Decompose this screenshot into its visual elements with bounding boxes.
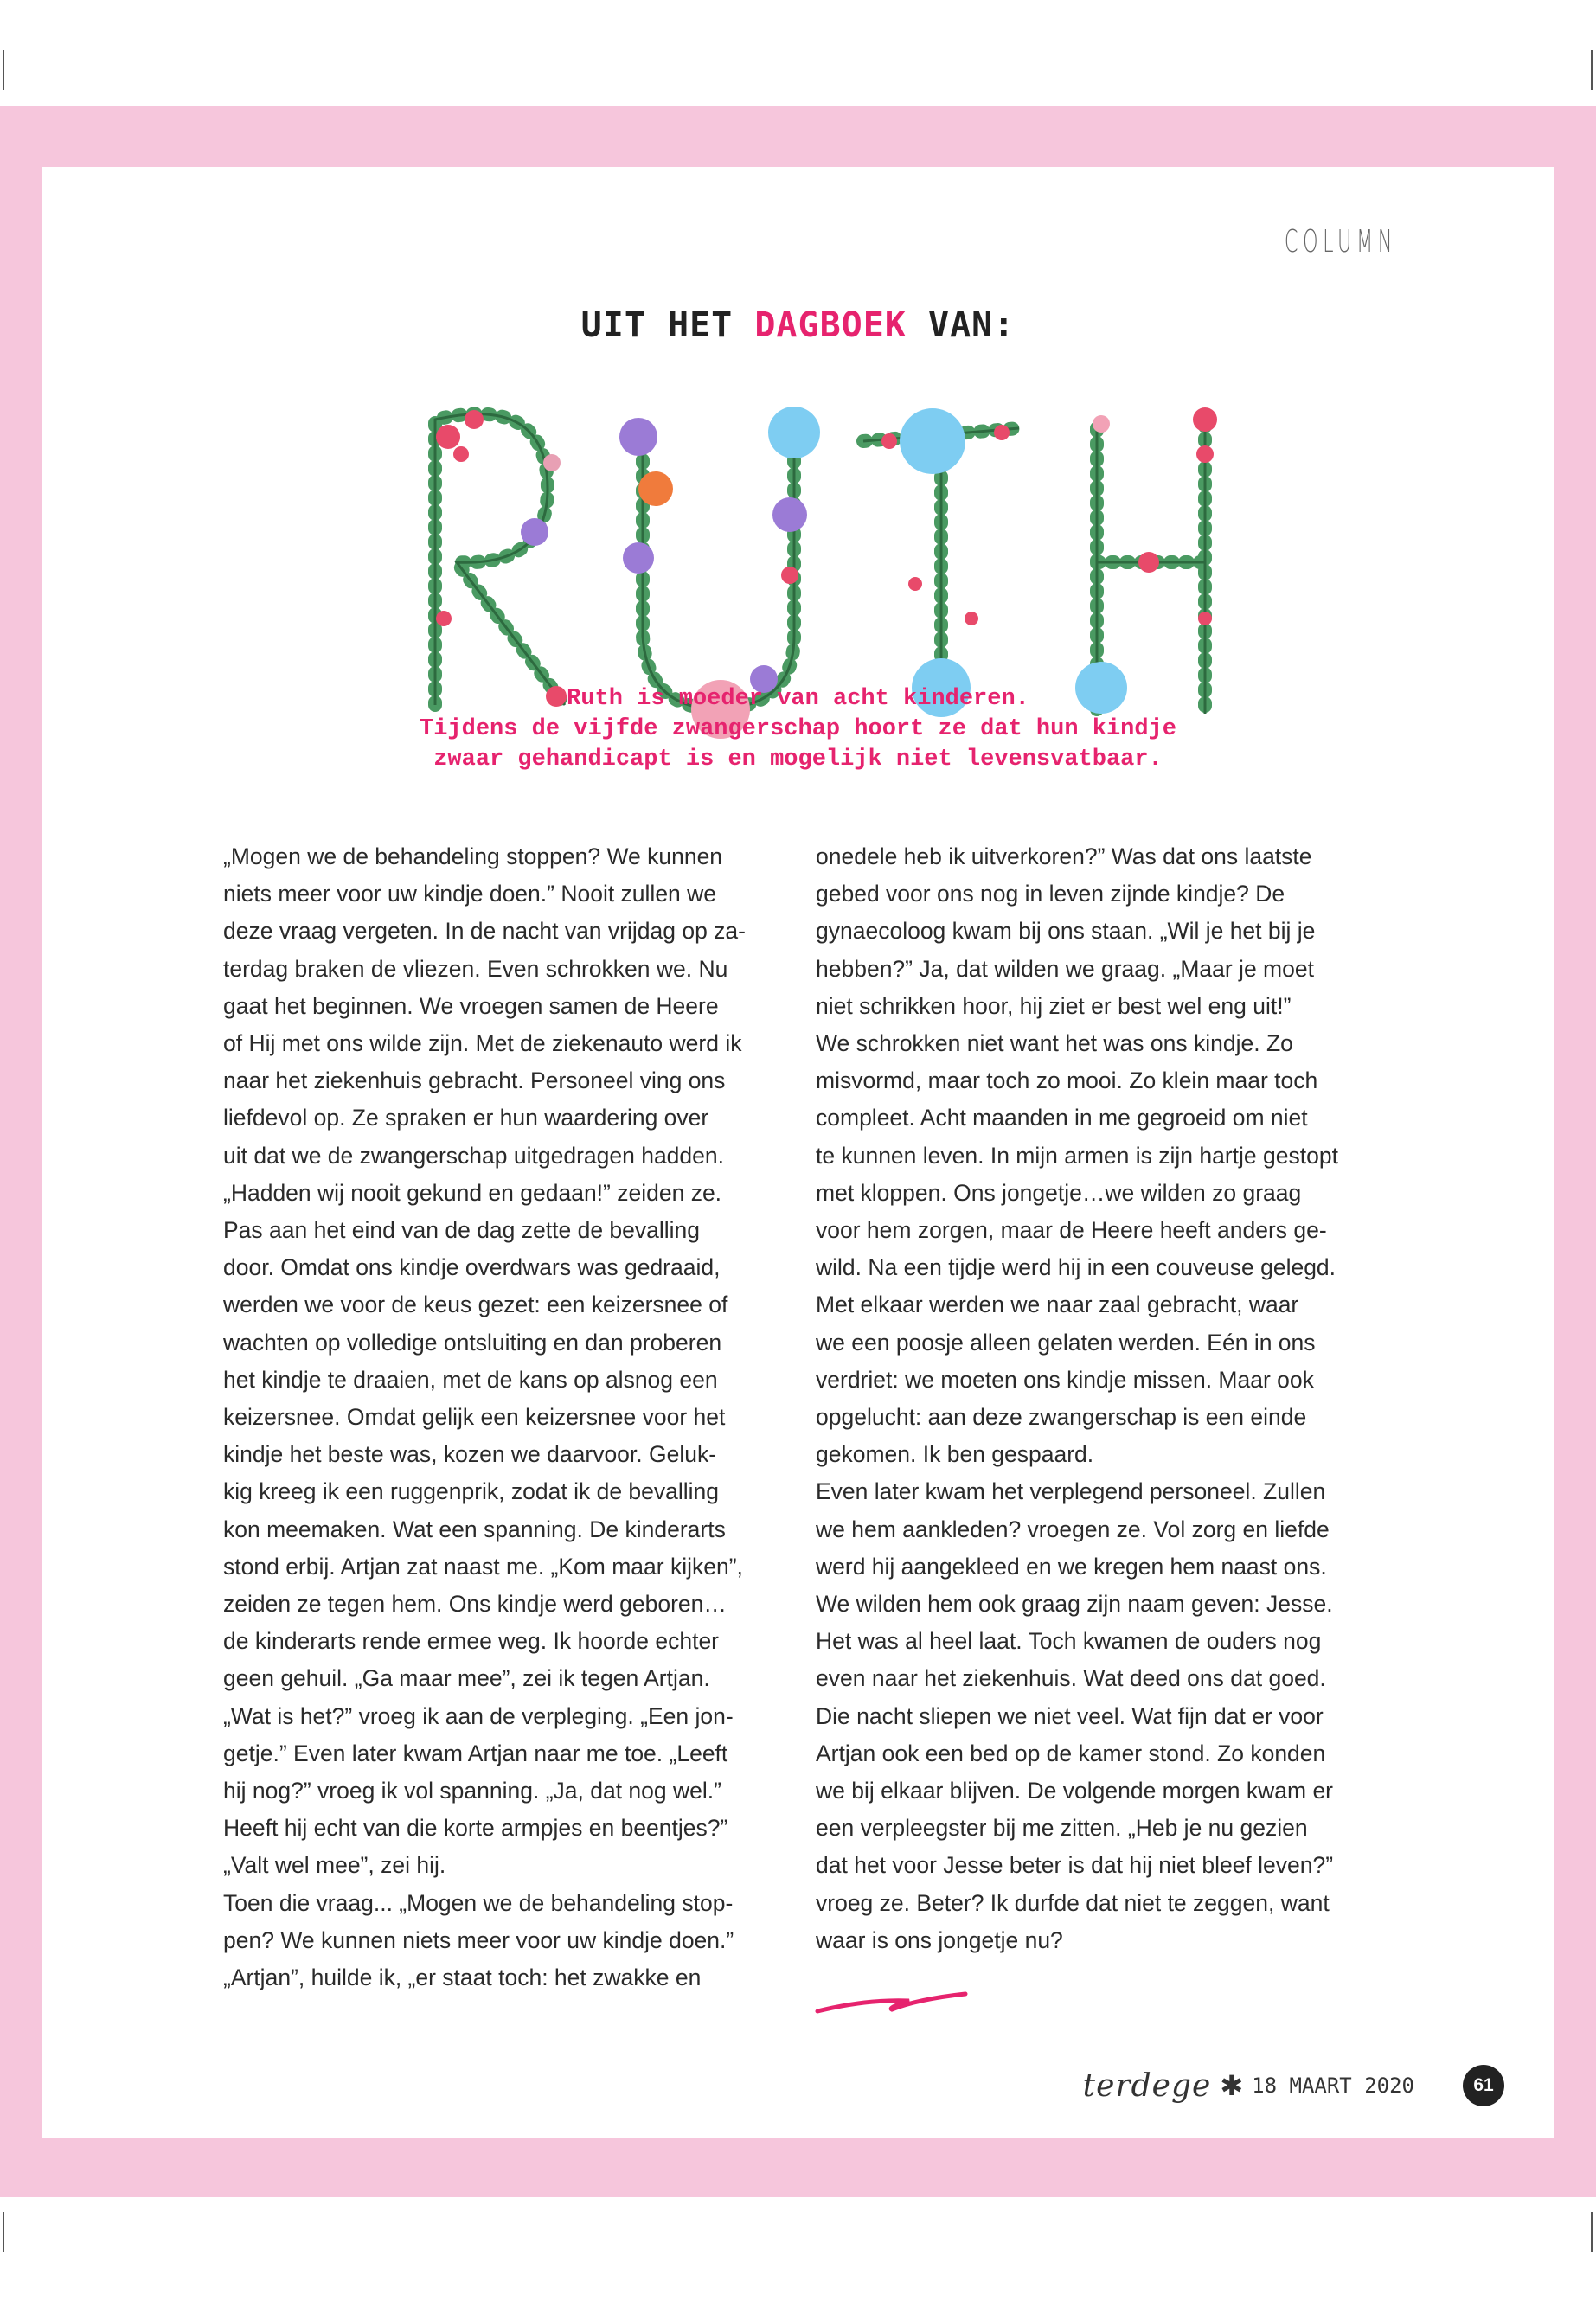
body-text-line: naar het ziekenhuis gebracht. Personeel ving ons	[223, 1067, 726, 1094]
headline-highlight: DAGBOEK	[754, 305, 907, 345]
body-column-left	[223, 838, 777, 1997]
body-text-line: uit dat we de zwangerschap uitgedragen hadden.	[223, 1142, 725, 1169]
body-text-line: wild. Na een tijdje werd hij in een couveuse gelegd.	[816, 1254, 1336, 1281]
body-text-line: met kloppen. Ons jongetje…we wilden zo graag	[816, 1179, 1302, 1206]
body-text-line: voor hem zorgen, maar de Heere heeft anders ge-	[816, 1217, 1327, 1244]
body-text-line: „Valt wel mee”, zei hij.	[223, 1852, 446, 1879]
body-text-line: opgelucht: aan deze zwangerschap is een einde	[816, 1404, 1307, 1431]
footer	[1083, 2065, 1504, 2106]
body-text-line: gebed voor ons nog in leven zijnde kindje? De	[816, 881, 1285, 907]
body-text-line: misvormd, maar toch zo mooi. Zo klein maar toch	[816, 1067, 1318, 1094]
body-text-line: Even later kwam het verplegend personeel. Zullen	[816, 1478, 1326, 1505]
body-text-line: hebben?” Ja, dat wilden we graag. „Maar je moet	[816, 955, 1314, 982]
body-text-line: zeiden ze tegen hem. Ons kindje werd geboren…	[223, 1591, 727, 1618]
star-separator: ✱	[1220, 2070, 1244, 2101]
body-text-line: compleet. Acht maanden in me gegroeid om niet	[816, 1105, 1308, 1131]
body-text-line: Artjan ook een bed op de kamer stond. Zo konden	[816, 1740, 1326, 1766]
body-text-line: Heeft hij echt van die korte armpjes en beentjes?”	[223, 1815, 728, 1842]
body-text-line: Pas aan het eind van de dag zette de bevalling	[223, 1217, 701, 1244]
body-text-line: een verpleegster bij me zitten. „Heb je nu gezien	[816, 1815, 1308, 1842]
body-text-line: onedele heb ik uitverkoren?” Was dat ons laatste	[816, 843, 1312, 869]
body-text-line: Die nacht sliepen we niet veel. Wat fijn dat er voor	[816, 1702, 1324, 1729]
intro-text	[42, 684, 1554, 775]
body-text-line: of Hij met ons wilde zijn. Met de ziekenauto werd ik	[223, 1030, 742, 1057]
body-text-line: niets meer voor uw kindje doen.” Nooit zullen we	[223, 881, 717, 907]
headline	[42, 305, 1554, 345]
body-text-line: kon meemaken. Wat een spanning. De kinderarts	[223, 1516, 726, 1542]
body-text-line: pen? We kunnen niets meer voor uw kindje doen.”	[223, 1926, 734, 1953]
body-text-line: wachten op volledige ontsluiting en dan proberen	[223, 1329, 722, 1356]
body-text-line: „Hadden wij nooit gekund en gedaan!” zeiden ze.	[223, 1179, 722, 1206]
crop-mark	[3, 2212, 4, 2252]
body-text-line: kindje het beste was, kozen we daarvoor. Geluk-	[223, 1441, 717, 1468]
intro-line: Ruth is moeder van acht kinderen.	[567, 686, 1029, 712]
body-text-line: stond erbij. Artjan zat naast me. „Kom maar kijken”,	[223, 1553, 743, 1580]
body-text-line: waar is ons jongetje nu?	[816, 1926, 1063, 1953]
body-text-line: werd hij aangekleed en we kregen hem naast ons.	[816, 1553, 1327, 1580]
body-text-line: gekomen. Ik ben gespaard.	[816, 1441, 1094, 1468]
column-label: COLUMN	[1284, 224, 1397, 260]
body-text-line: verdriet: we moeten ons kindje missen. Maar ook	[816, 1366, 1314, 1393]
body-text-line: werden we voor de keus gezet: een keizersnee of	[223, 1292, 728, 1318]
body-text-line: het kindje te draaien, met de kans op alsnog een	[223, 1366, 718, 1393]
body-text-line: vroeg ze. Beter? Ik durfde dat niet te zeggen, want	[816, 1889, 1330, 1916]
page	[42, 167, 1554, 2138]
body-text-line: We schrokken niet want het was ons kindje. Zo	[816, 1030, 1293, 1057]
body-text-line: te kunnen leven. In mijn armen is zijn hartje gestopt	[816, 1142, 1338, 1169]
crop-mark	[3, 50, 4, 90]
body-text-line: we hem aankleden? vroegen ze. Vol zorg en liefde	[816, 1516, 1330, 1542]
crop-mark	[1591, 2212, 1593, 2252]
body-text-line: terdag braken de vliezen. Even schrokken we. Nu	[223, 955, 728, 982]
body-text-line: Toen die vraag... „Mogen we de behandeling stop-	[223, 1889, 734, 1916]
body-text-line: door. Omdat ons kindje overdwars was gedraaid,	[223, 1254, 721, 1281]
body-text-line: gynaecoloog kwam bij ons staan. „Wil je het bij je	[816, 918, 1316, 945]
body-text-line: liefdevol op. Ze spraken er hun waardering over	[223, 1105, 709, 1131]
body-text-line: deze vraag vergeten. In de nacht van vrijdag op za-	[223, 918, 746, 945]
signature-icon	[814, 1984, 970, 2018]
body-text-line: „Artjan”, huilde ik, „er staat toch: het zwakke en	[223, 1965, 702, 1991]
magazine-brand: terdege	[1082, 2067, 1212, 2104]
body-text-line: hij nog?” vroeg ik vol spanning. „Ja, dat nog wel.”	[223, 1778, 721, 1804]
body-text-line: Het was al heel laat. Toch kwamen de ouders nog	[816, 1628, 1322, 1655]
body-text-line: Met elkaar werden we naar zaal gebracht, waar	[816, 1292, 1299, 1318]
body-column-right	[816, 838, 1369, 1959]
intro-line: zwaar gehandicapt is en mogelijk niet levensvatbaar.	[433, 747, 1163, 772]
body-text-line: „Mogen we de behandeling stoppen? We kunnen	[223, 843, 723, 869]
body-text-line: niet schrikken hoor, hij ziet er best wel eng uit!”	[816, 992, 1292, 1019]
body-text-line: even naar het ziekenhuis. Wat deed ons dat goed.	[816, 1665, 1326, 1692]
body-text-line: dat het voor Jesse beter is dat hij niet bleef leven?”	[816, 1852, 1334, 1879]
body-text-line: keizersnee. Omdat gelijk een keizersnee voor het	[223, 1404, 726, 1431]
body-text-line: geen gehuil. „Ga maar mee”, zei ik tegen Artjan.	[223, 1665, 710, 1692]
body-text-line: we een poosje alleen gelaten werden. Eén in ons	[816, 1329, 1316, 1356]
body-text-line: kig kreeg ik een ruggenprik, zodat ik de bevalling	[223, 1478, 720, 1505]
body-text-line: we bij elkaar blijven. De volgende morgen kwam er	[816, 1778, 1334, 1804]
page-number: 61	[1463, 2065, 1504, 2106]
headline-suffix: VAN:	[906, 305, 1016, 345]
body-text-line: We wilden hem ook graag zijn naam geven: Jesse.	[816, 1591, 1333, 1618]
body-text-line: getje.” Even later kwam Artjan naar me toe. „Leeft	[223, 1740, 728, 1766]
crop-mark	[1591, 50, 1593, 90]
body-text-line: „Wat is het?” vroeg ik aan de verpleging. „Een jon-	[223, 1702, 734, 1729]
headline-prefix: UIT HET	[580, 305, 755, 345]
body-text-line: de kinderarts rende ermee weg. Ik hoorde echter	[223, 1628, 720, 1655]
body-text-line: gaat het beginnen. We vroegen samen de Heere	[223, 992, 719, 1019]
issue-date: 18 MAART 2020	[1252, 2073, 1414, 2098]
intro-line: Tijdens de vijfde zwangerschap hoort ze dat hun kindje	[420, 716, 1176, 742]
